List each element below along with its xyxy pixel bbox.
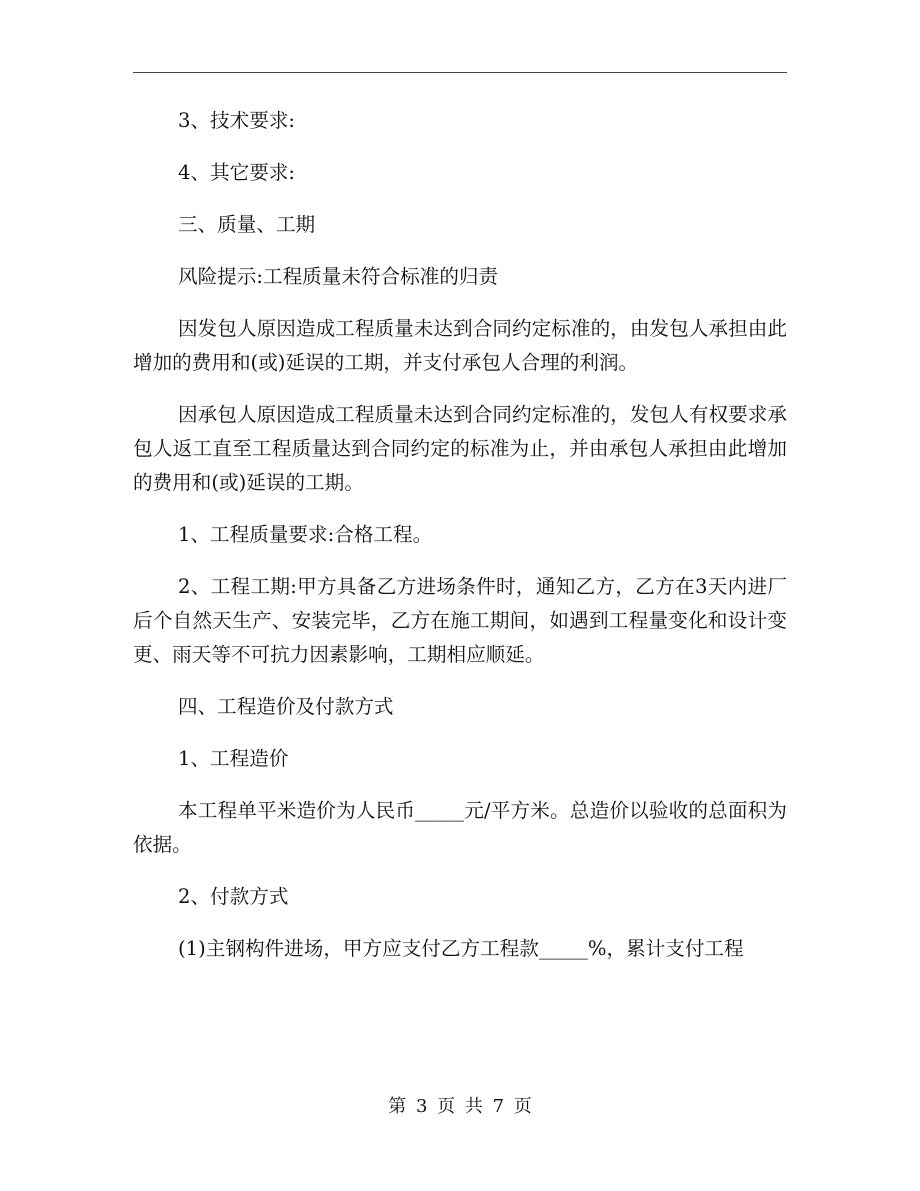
paragraph-unit-price: 本工程单平米造价为人民币_____元/平方米。总造价以验收的总面积为依据。 [133, 799, 787, 856]
section-heading-cost-payment: 四、工程造价及付款方式 [178, 695, 394, 718]
section-heading-quality-schedule: 三、质量、工期 [178, 213, 316, 236]
document-body [133, 104, 787, 966]
paragraph-other-requirements: 4、其它要求: [178, 161, 296, 184]
paragraph-tech-requirements: 3、技术要求: [178, 109, 296, 132]
subheading-payment-method: 2、付款方式 [178, 885, 289, 908]
header-rule [133, 72, 787, 73]
risk-notice: 风险提示:工程质量未符合标准的归责 [178, 265, 499, 288]
paragraph-quality-requirement: 1、工程质量要求:合格工程。 [178, 523, 433, 546]
subheading-project-cost: 1、工程造价 [178, 747, 289, 770]
paragraph-payment-item-1: (1)主钢构件进场，甲方应支付乙方工程款_____%，累计支付工程 [178, 937, 744, 960]
page-number: 第 3 页 共 7 页 [388, 1096, 532, 1117]
paragraph-construction-period: 2、工程工期:甲方具备乙方进场条件时，通知乙方，乙方在3天内进厂后个自然天生产、安装完毕，乙方在施工期间，如遇到工程量变化和设计变更、雨天等不可抗力因素影响，工期相应顺延。 [133, 575, 787, 666]
paragraph-contractor-responsibility: 因承包人原因造成工程质量未达到合同约定标准的，发包人有权要求承包人返工直至工程质量达到合同约定的标准为止，并由承包人承担由此增加的费用和(或)延误的工期。 [133, 403, 787, 494]
paragraph-employer-responsibility: 因发包人原因造成工程质量未达到合同约定标准的，由发包人承担由此增加的费用和(或)延误的工期，并支付承包人合理的利润。 [133, 317, 787, 374]
